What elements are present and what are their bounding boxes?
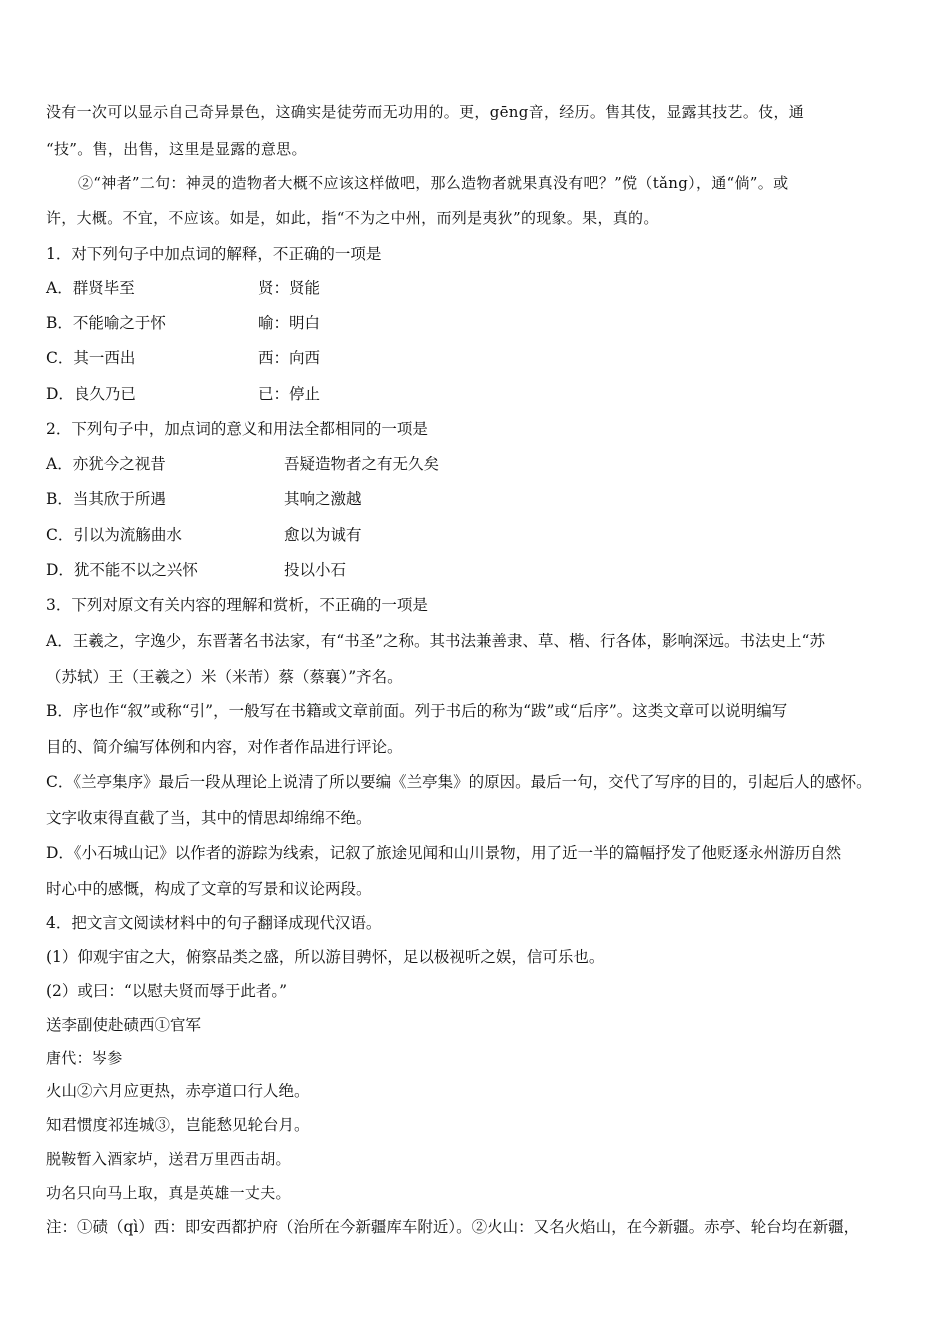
q3-stem: 3．下列对原文有关内容的理解和赏析，不正确的一项是: [46, 596, 428, 614]
q1-stem: 1．对下列句子中加点词的解释，不正确的一项是: [46, 245, 382, 263]
q2-answer-c: 愈以为诚有: [284, 526, 362, 544]
poem-line-2: 知君惯度祁连城③，岂能愁见轮台月。: [46, 1116, 310, 1134]
note-line-3: ②“神者”二句：神灵的造物者大概不应该这样做吧，那么造物者就果真没有吧？”傥（tǎng），通“倘”。或: [78, 174, 789, 192]
q3-option-a-line1: A．王羲之，字逸少，东晋著名书法家，有“书圣”之称。其书法兼善隶、草、楷、行各体，影响深远。书法史上“苏: [46, 632, 825, 650]
poem-title: 送李副使赴碛西①官军: [46, 1016, 202, 1034]
q3-option-a-line2: （苏轼）王（王羲之）米（米芾）蔡（蔡襄）”齐名。: [46, 668, 403, 686]
note-line-1: 没有一次可以显示自己奇异景色，这确实是徒劳而无功用的。更，gēng音，经历。售其伎，显露其技艺。伎，通: [46, 103, 805, 121]
q1-answer-b: 喻：明白: [258, 314, 321, 332]
q2-option-c: C．引以为流觞曲水: [46, 526, 182, 544]
q1-option-c: C．其一西出: [46, 349, 136, 367]
q2-option-a: A．亦犹今之视昔: [46, 455, 166, 473]
q2-option-d: D．犹不能不以之兴怀: [46, 561, 198, 579]
q2-answer-a: 吾疑造物者之有无久矣: [284, 455, 440, 473]
q1-option-a: A．群贤毕至: [46, 279, 135, 297]
q2-option-b: B．当其欣于所遇: [46, 490, 166, 508]
q2-stem: 2．下列句子中，加点词的意义和用法全都相同的一项是: [46, 420, 428, 438]
q3-option-b-line2: 目的、简介编写体例和内容，对作者作品进行评论。: [46, 738, 403, 756]
q2-answer-b: 其响之激越: [284, 490, 362, 508]
q3-option-b-line1: B．序也作“叙”或称“引”，一般写在书籍或文章前面。列于书后的称为“跋”或“后序”。这类文章可以说明编写: [46, 702, 788, 720]
q4-item-2: (2）或曰：“以慰夫贤而辱于此者。”: [46, 982, 288, 1000]
q3-option-d-line2: 时心中的感慨，构成了文章的写景和议论两段。: [46, 880, 372, 898]
q1-answer-c: 西：向西: [258, 349, 321, 367]
q3-option-c-line2: 文字收束得直截了当，其中的情思却绵绵不绝。: [46, 809, 372, 827]
q1-option-b: B．不能喻之于怀: [46, 314, 166, 332]
poem-note: 注：①碛（qì）西：即安西都护府（治所在今新疆库车附近）。②火山：又名火焰山，在今新疆。赤亭、轮台均在新疆，: [46, 1218, 860, 1236]
poem-line-3: 脱鞍暂入酒家垆，送君万里西击胡。: [46, 1150, 291, 1168]
q1-answer-a: 贤：贤能: [258, 279, 321, 297]
note-line-4: 许，大概。不宜，不应该。如是，如此，指“不为之中州，而列是夷狄”的现象。果，真的。: [46, 209, 659, 227]
q3-option-d-line1: D．《小石城山记》以作者的游踪为线索，记叙了旅途见闻和山川景物，用了近一半的篇幅抒发了他贬逐永州游历自然: [46, 844, 842, 862]
note-line-2: “技”。售，出售，这里是显露的意思。: [46, 140, 307, 158]
poem-line-1: 火山②六月应更热，赤亭道口行人绝。: [46, 1082, 310, 1100]
poem-author: 唐代：岑参: [46, 1049, 123, 1067]
q1-answer-d: 已：停止: [258, 385, 321, 403]
poem-line-4: 功名只向马上取，真是英雄一丈夫。: [46, 1184, 291, 1202]
q2-answer-d: 投以小石: [284, 561, 347, 579]
q4-item-1: (1）仰观宇宙之大，俯察品类之盛，所以游目骋怀，足以极视听之娱，信可乐也。: [46, 948, 605, 966]
q4-stem: 4．把文言文阅读材料中的句子翻译成现代汉语。: [46, 914, 382, 932]
q3-option-c-line1: C．《兰亭集序》最后一段从理论上说清了所以要编《兰亭集》的原因。最后一句，交代了写序的目的，引起后人的感怀。: [46, 773, 872, 791]
q1-option-d: D．良久乃已: [46, 385, 136, 403]
